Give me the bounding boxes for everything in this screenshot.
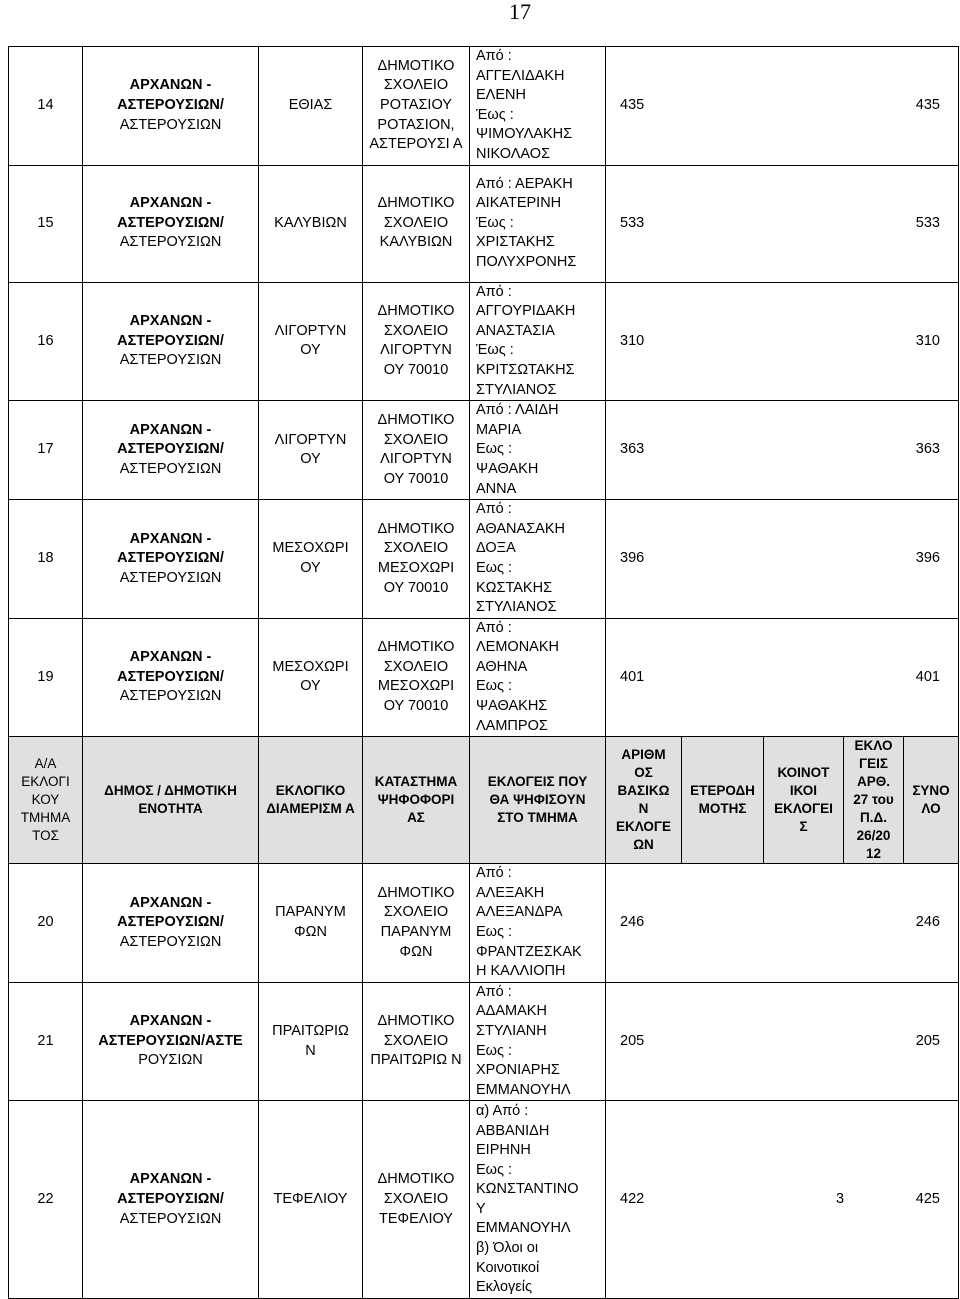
unit-line-2: ΑΣΤΕΡΟΥΣΙΩΝ/ [117, 332, 224, 349]
municipal-unit [83, 618, 259, 737]
municipal-unit [83, 864, 259, 983]
table-row [9, 618, 959, 737]
row-number: 15 [9, 165, 83, 282]
row-number: 19 [9, 618, 83, 737]
community-voters-count: 3 [835, 1191, 845, 1208]
row-number: 18 [9, 500, 83, 619]
unit-line-1: ΑΡΧΑΝΩΝ - [129, 421, 212, 438]
unit-line-2: ΑΣΤΕΡΟΥΣΙΩΝ/ΑΣΤΕ [98, 1032, 243, 1049]
unit-line-1: ΑΡΧΑΝΩΝ - [129, 1171, 212, 1188]
voters-range: Από : ΑΓΓΟΥΡΙΔΑΚΗ ΑΝΑΣΤΑΣΙΑ Έως : ΚΡΙΤΣΩΤΑΚΗΣ ΣΤΥΛΙΑΝΟΣ [470, 282, 606, 401]
electoral-department: ΠΡΑΙΤΩΡΙΩ Ν [259, 982, 363, 1101]
unit-line-3: ΑΣΤΕΡΟΥΣΙΩΝ [119, 234, 222, 251]
unit-line-2: ΑΣΤΕΡΟΥΣΙΩΝ/ [117, 96, 224, 113]
polling-station: ΔΗΜΟΤΙΚΟ ΣΧΟΛΕΙΟ ΚΑΛΥΒΙΩΝ [363, 165, 470, 282]
polling-station: ΔΗΜΟΤΙΚΟ ΣΧΟΛΕΙΟ ΠΑΡΑΝΥΜ ΦΩΝ [363, 864, 470, 983]
header-other-nationals: ΕΤΕΡΟΔΗ ΜΟΤΗΣ [682, 737, 764, 864]
total-count: 425 [915, 1191, 940, 1208]
unit-line-3: ΑΣΤΕΡΟΥΣΙΩΝ [119, 933, 222, 950]
total-count: 435 [915, 96, 940, 113]
row-number: 16 [9, 282, 83, 401]
voter-counts [606, 982, 959, 1101]
header-community-voters: ΚΟΙΝΟΤ ΙΚΟΙ ΕΚΛΟΓΕΙ Σ [764, 737, 844, 864]
voter-counts [606, 282, 959, 401]
electoral-department: ΛΙΓΟΡΤΥΝ ΟΥ [259, 282, 363, 401]
voters-range: Από : ΑΘΑΝΑΣΑΚΗ ΔΟΞΑ Εως : ΚΩΣΤΑΚΗΣ ΣΤΥΛΙΑΝΟΣ [470, 500, 606, 619]
voter-counts [606, 1101, 959, 1299]
total-count: 205 [915, 1032, 940, 1049]
unit-line-3: ΑΣΤΕΡΟΥΣΙΩΝ [119, 460, 222, 477]
voters-range: Από : ΑΓΓΕΛΙΔΑΚΗ ΕΛΕΝΗ Έως : ΨΙΜΟΥΛΑΚΗΣ ΝΙΚΟΛΑΟΣ [470, 47, 606, 166]
municipal-unit [83, 982, 259, 1101]
voters-range: Από : ΑΛΕΞΑΚΗ ΑΛΕΞΑΝΔΡΑ Εως : ΦΡΑΝΤΖΕΣΚΑΚ Η ΚΑΛΛΙΟΠΗ [470, 864, 606, 983]
voters-range: Από : ΑΔΑΜΑΚΗ ΣΤΥΛΙΑΝΗ Εως : ΧΡΟΝΙΑΡΗΣ ΕΜΜΑΝΟΥΗΛ [470, 982, 606, 1101]
municipal-unit [83, 1101, 259, 1299]
unit-line-2: ΑΣΤΕΡΟΥΣΙΩΝ/ [117, 668, 224, 685]
voter-counts [606, 401, 959, 500]
total-count: 533 [915, 214, 940, 231]
polling-stations-table [8, 46, 959, 1299]
electoral-department: ΕΘΙΑΣ [259, 47, 363, 166]
polling-station: ΔΗΜΟΤΙΚΟ ΣΧΟΛΕΙΟ ΤΕΦΕΛΙΟΥ [363, 1101, 470, 1299]
polling-station: ΔΗΜΟΤΙΚΟ ΣΧΟΛΕΙΟ ΜΕΣΟΧΩΡΙ ΟΥ 70010 [363, 618, 470, 737]
unit-line-3: ΑΣΤΕΡΟΥΣΙΩΝ [119, 569, 222, 586]
electoral-department: ΜΕΣΟΧΩΡΙ ΟΥ [259, 500, 363, 619]
electoral-department: ΚΑΛΥΒΙΩΝ [259, 165, 363, 282]
voter-counts [606, 500, 959, 619]
total-count: 310 [915, 332, 940, 349]
unit-line-1: ΑΡΧΑΝΩΝ - [129, 77, 212, 94]
unit-line-1: ΑΡΧΑΝΩΝ - [129, 649, 212, 666]
table-row [9, 165, 959, 282]
table-row [9, 864, 959, 983]
basic-voters-count: 422 [620, 1191, 645, 1208]
basic-voters-count: 396 [620, 550, 645, 567]
unit-line-2: ΑΣΤΕΡΟΥΣΙΩΝ/ [117, 214, 224, 231]
basic-voters-count: 246 [620, 914, 645, 931]
municipal-unit [83, 401, 259, 500]
voter-counts [606, 618, 959, 737]
basic-voters-count: 533 [620, 214, 645, 231]
total-count: 246 [915, 914, 940, 931]
basic-voters-count: 205 [620, 1032, 645, 1049]
unit-line-1: ΑΡΧΑΝΩΝ - [129, 195, 212, 212]
header-total: ΣΥΝΟ ΛΟ [904, 737, 959, 864]
unit-line-2: ΑΣΤΕΡΟΥΣΙΩΝ/ [117, 914, 224, 931]
table-row [9, 500, 959, 619]
basic-voters-count: 363 [620, 441, 645, 458]
basic-voters-count: 401 [620, 668, 645, 685]
voters-range: Από : ΛΑΙΔΗ ΜΑΡΙΑ Εως : ΨΑΘΑΚΗ ΑΝΝΑ [470, 401, 606, 500]
table-header-row [9, 737, 959, 864]
electoral-department: ΛΙΓΟΡΤΥΝ ΟΥ [259, 401, 363, 500]
table-row [9, 282, 959, 401]
unit-line-1: ΑΡΧΑΝΩΝ - [129, 312, 212, 329]
electoral-department: ΠΑΡΑΝΥΜ ΦΩΝ [259, 864, 363, 983]
municipal-unit [83, 500, 259, 619]
polling-station: ΔΗΜΟΤΙΚΟ ΣΧΟΛΕΙΟ ΡΟΤΑΣΙΟΥ ΡΟΤΑΣΙΟΝ, ΑΣΤΕΡΟΥΣΙ Α [363, 47, 470, 166]
row-number: 20 [9, 864, 83, 983]
unit-line-1: ΑΡΧΑΝΩΝ - [129, 530, 212, 547]
electoral-department: ΤΕΦΕΛΙΟΥ [259, 1101, 363, 1299]
total-count: 396 [915, 550, 940, 567]
table-row [9, 47, 959, 166]
polling-station: ΔΗΜΟΤΙΚΟ ΣΧΟΛΕΙΟ ΛΙΓΟΡΤΥΝ ΟΥ 70010 [363, 401, 470, 500]
page-number: 17 [509, 0, 531, 24]
municipal-unit [83, 165, 259, 282]
basic-voters-count: 435 [620, 96, 645, 113]
unit-line-3: ΑΣΤΕΡΟΥΣΙΩΝ [119, 352, 222, 369]
header-number: Α/Α ΕΚΛΟΓΙ ΚΟΥ ΤΜΗΜΑ ΤΟΣ [9, 737, 83, 864]
header-basic-voters: ΑΡΙΘΜ ΟΣ ΒΑΣΙΚΩ Ν ΕΚΛΟΓΕ ΩΝ [606, 737, 682, 864]
header-department: ΕΚΛΟΓΙΚΟ ΔΙΑΜΕΡΙΣΜ Α [259, 737, 363, 864]
polling-station: ΔΗΜΟΤΙΚΟ ΣΧΟΛΕΙΟ ΠΡΑΙΤΩΡΙΩ Ν [363, 982, 470, 1101]
voter-counts [606, 165, 959, 282]
table-row [9, 982, 959, 1101]
unit-line-3: ΡΟΥΣΙΩΝ [138, 1052, 203, 1069]
municipal-unit [83, 47, 259, 166]
municipal-unit [83, 282, 259, 401]
row-number: 17 [9, 401, 83, 500]
polling-station: ΔΗΜΟΤΙΚΟ ΣΧΟΛΕΙΟ ΜΕΣΟΧΩΡΙ ΟΥ 70010 [363, 500, 470, 619]
total-count: 401 [915, 668, 940, 685]
voters-range: Από : ΑΕΡΑΚΗ ΑΙΚΑΤΕΡΙΝΗ Έως : ΧΡΙΣΤΑΚΗΣ ΠΟΛΥΧΡΟΝΗΣ [470, 165, 606, 282]
voter-counts [606, 47, 959, 166]
electoral-department: ΜΕΣΟΧΩΡΙ ΟΥ [259, 618, 363, 737]
unit-line-3: ΑΣΤΕΡΟΥΣΙΩΝ [119, 1210, 222, 1227]
unit-line-2: ΑΣΤΕΡΟΥΣΙΩΝ/ [117, 550, 224, 567]
polling-station: ΔΗΜΟΤΙΚΟ ΣΧΟΛΕΙΟ ΛΙΓΟΡΤΥΝ ΟΥ 70010 [363, 282, 470, 401]
total-count: 363 [915, 441, 940, 458]
table-row [9, 1101, 959, 1299]
voter-counts [606, 864, 959, 983]
voters-range: α) Από : ΑΒΒΑΝΙΔΗ ΕΙΡΗΝΗ Εως : ΚΩΝΣΤΑΝΤΙΝΟ Υ ΕΜΜΑΝΟΥΗΛ β) Όλοι οι Κοινοτικοί Εκλογείς [470, 1101, 606, 1299]
header-voters: ΕΚΛΟΓΕΙΣ ΠΟΥ ΘΑ ΨΗΦΙΣΟΥΝ ΣΤΟ ΤΜΗΜΑ [470, 737, 606, 864]
row-number: 21 [9, 982, 83, 1101]
voters-range: Από : ΛΕΜΟΝΑΚΗ ΑΘΗΝΑ Εως : ΨΑΘΑΚΗΣ ΛΑΜΠΡΟΣ [470, 618, 606, 737]
row-number: 14 [9, 47, 83, 166]
header-station: ΚΑΤΑΣΤΗΜΑ ΨΗΦΟΦΟΡΙ ΑΣ [363, 737, 470, 864]
unit-line-1: ΑΡΧΑΝΩΝ - [129, 1013, 212, 1030]
header-article-voters: ΕΚΛΟ ΓΕΙΣ ΑΡΘ. 27 του Π.Δ. 26/20 12 [844, 737, 904, 864]
unit-line-3: ΑΣΤΕΡΟΥΣΙΩΝ [119, 688, 222, 705]
unit-line-2: ΑΣΤΕΡΟΥΣΙΩΝ/ [117, 1191, 224, 1208]
basic-voters-count: 310 [620, 332, 645, 349]
unit-line-2: ΑΣΤΕΡΟΥΣΙΩΝ/ [117, 441, 224, 458]
unit-line-1: ΑΡΧΑΝΩΝ - [129, 894, 212, 911]
unit-line-3: ΑΣΤΕΡΟΥΣΙΩΝ [119, 116, 222, 133]
table-row [9, 401, 959, 500]
row-number: 22 [9, 1101, 83, 1299]
header-unit: ΔΗΜΟΣ / ΔΗΜΟΤΙΚΗ ΕΝΟΤΗΤΑ [83, 737, 259, 864]
